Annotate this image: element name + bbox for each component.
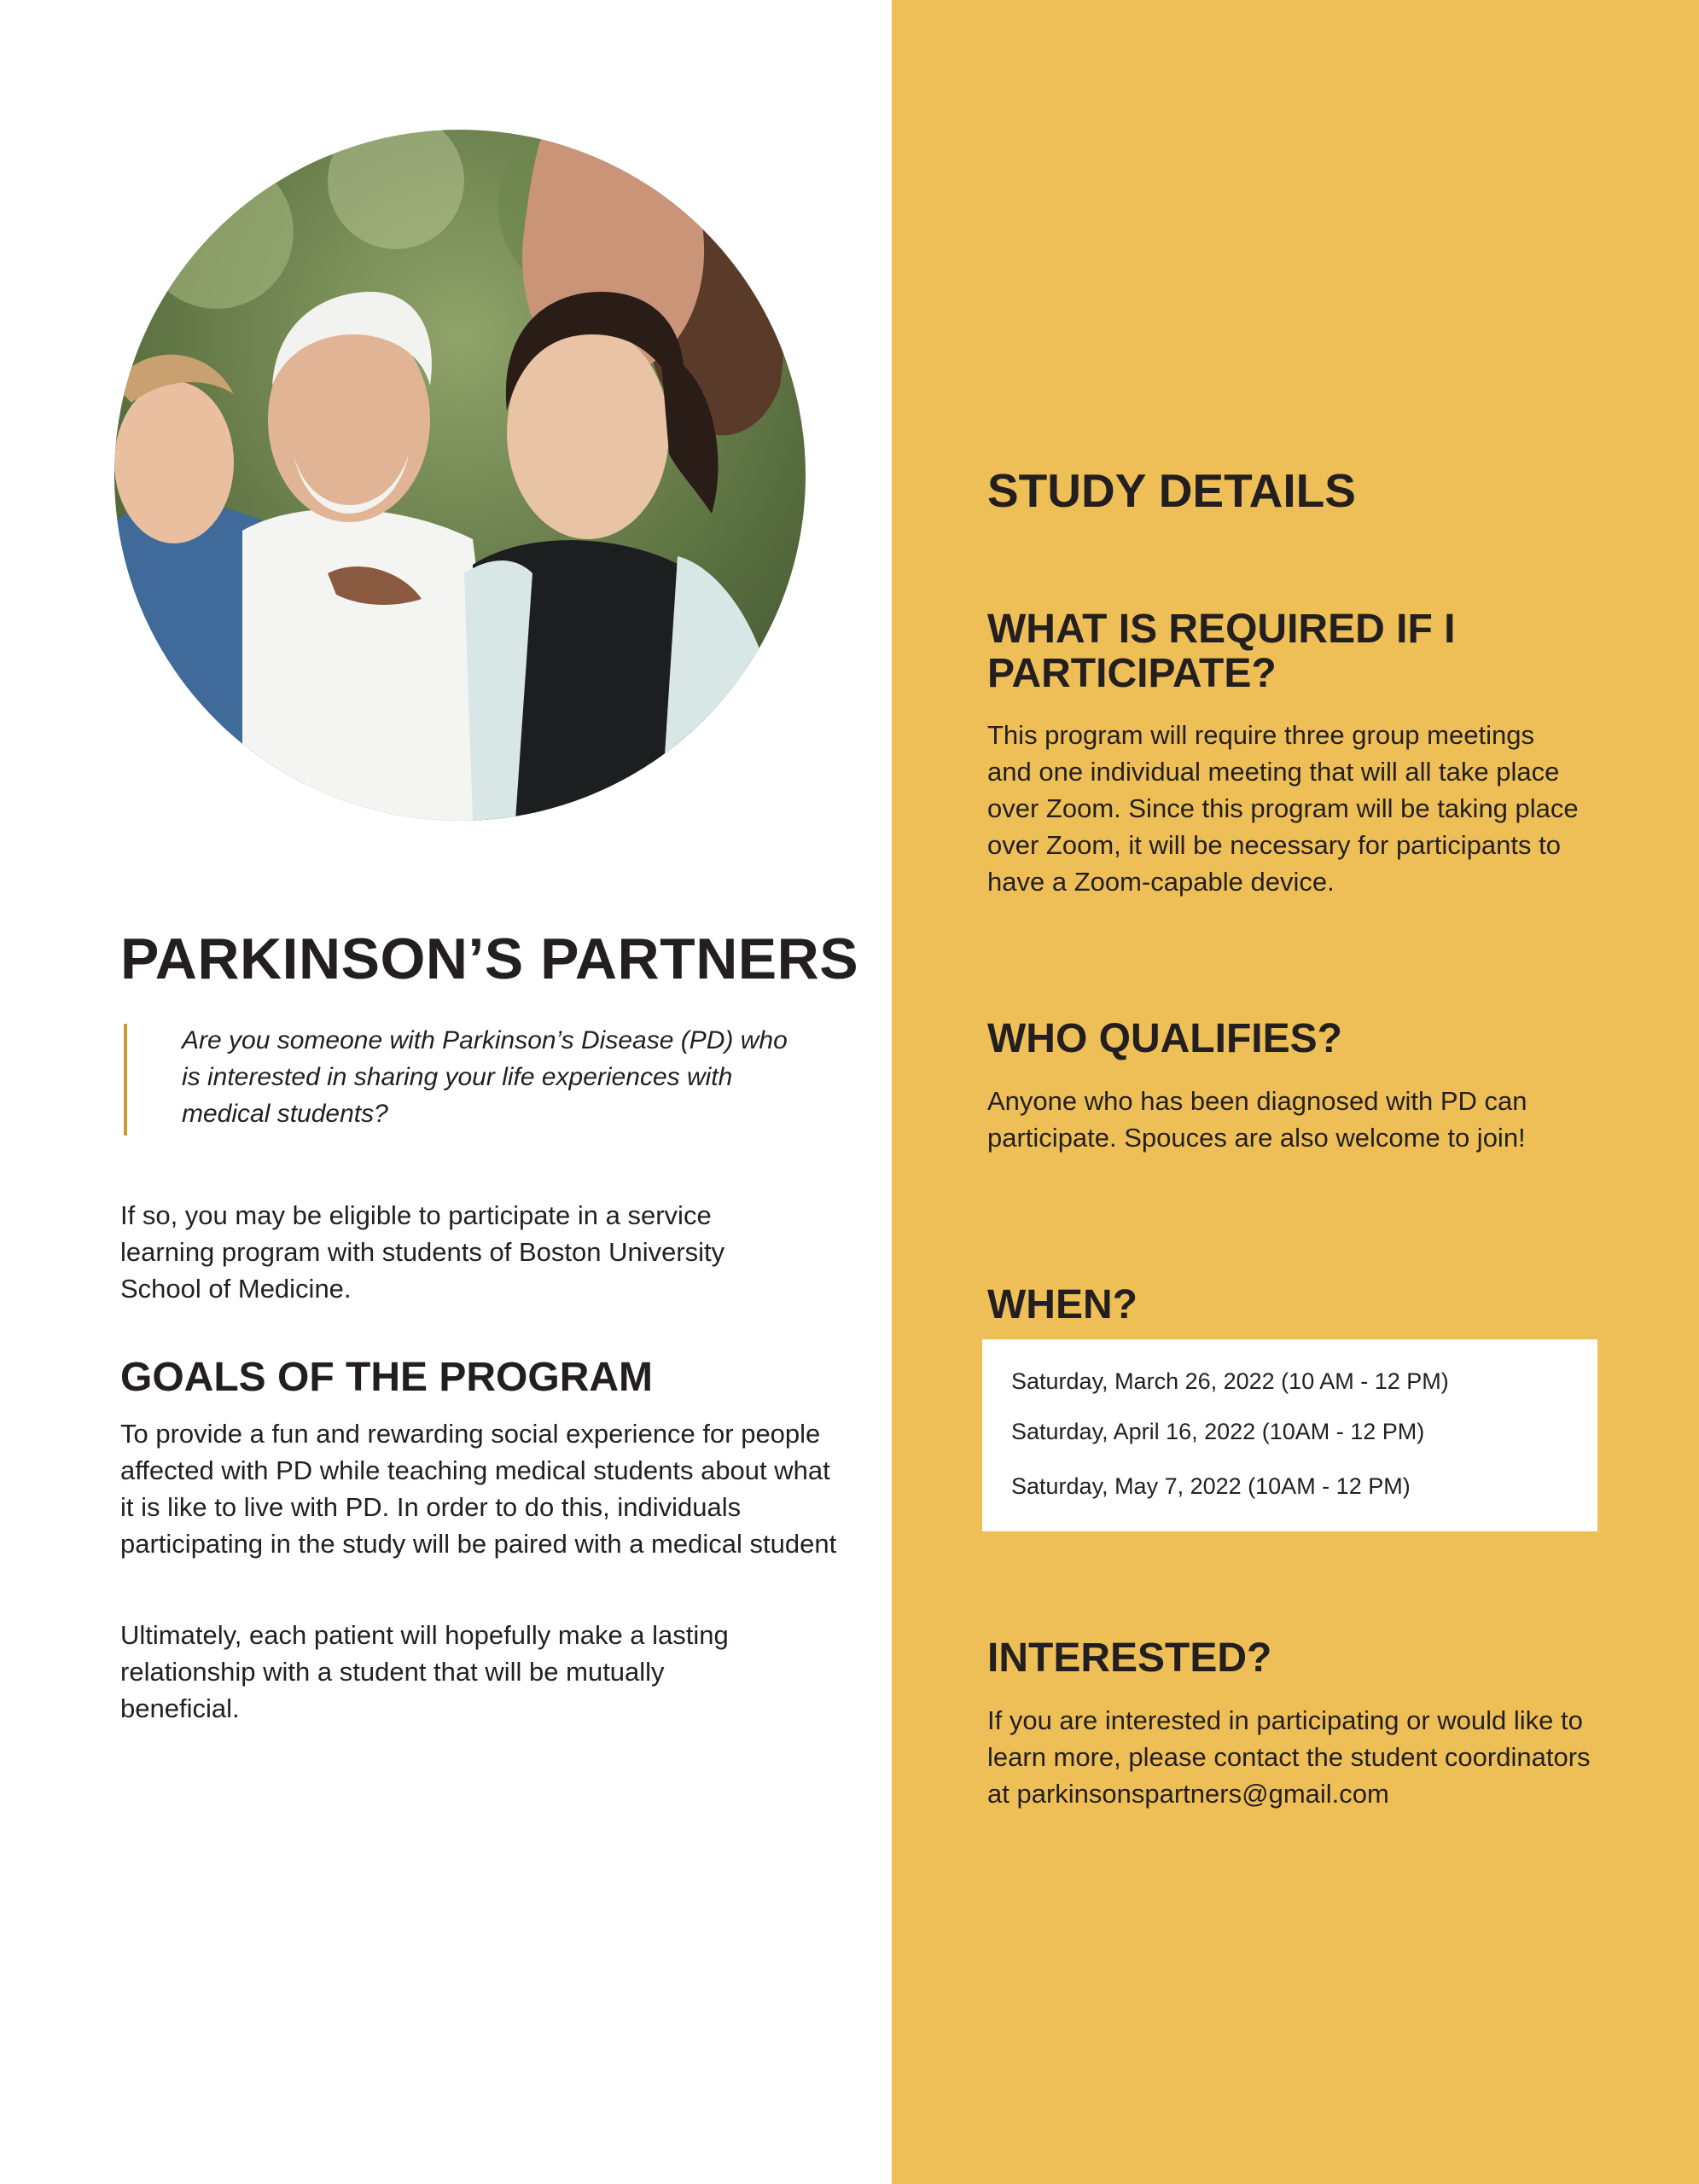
when-heading: WHEN?: [987, 1282, 1138, 1327]
date-item: Saturday, April 16, 2022 (10AM - 12 PM): [1011, 1419, 1425, 1444]
requirements-text: This program will require three group meetings and one individual meeting that will all take place over Zoom. Since this program will be taking place over Zoom, it will be necessary for participants to have a Zoom-capable device.: [987, 720, 1579, 897]
date-item: Saturday, March 26, 2022 (10 AM - 12 PM): [1011, 1368, 1449, 1394]
quote-bar: [124, 1024, 127, 1136]
interested-text: If you are interested in participating or would like to learn more, please contact the student coordinators at parkinsonspartners@gmail.com: [987, 1705, 1591, 1809]
goals-paragraph-1: To provide a fun and rewarding social experience for people affected with PD while teaching medical students about what it is like to live with PD. In order to do this, individuals participating in the study will be paired with a medical student: [120, 1419, 837, 1559]
intro-paragraph: If so, you may be eligible to participate in a service learning program with students of Boston University School of Medicine.: [120, 1200, 725, 1304]
goals-paragraph-2: Ultimately, each patient will hopefully make a lasting relationship with a student that will be mutually beneficial.: [120, 1620, 729, 1723]
group-photo: [114, 130, 806, 821]
page-title: PARKINSON’S PARTNERS: [120, 926, 859, 991]
interested-heading: INTERESTED?: [987, 1635, 1272, 1681]
intro-quote: Are you someone with Parkinson’s Disease (PD) who is interested in sharing your life experiences with medical students?: [182, 1026, 788, 1128]
dates-box: [982, 1339, 1597, 1531]
requirements-heading: WHAT IS REQUIRED IF I PARTICIPATE?: [987, 607, 1456, 696]
qualifies-heading: WHO QUALIFIES?: [987, 1016, 1342, 1061]
date-item: Saturday, May 7, 2022 (10AM - 12 PM): [1011, 1473, 1411, 1499]
qualifies-text: Anyone who has been diagnosed with PD can participate. Spouces are also welcome to join!: [987, 1086, 1527, 1153]
goals-heading: GOALS OF THE PROGRAM: [120, 1355, 653, 1400]
study-details-heading: STUDY DETAILS: [987, 464, 1356, 517]
